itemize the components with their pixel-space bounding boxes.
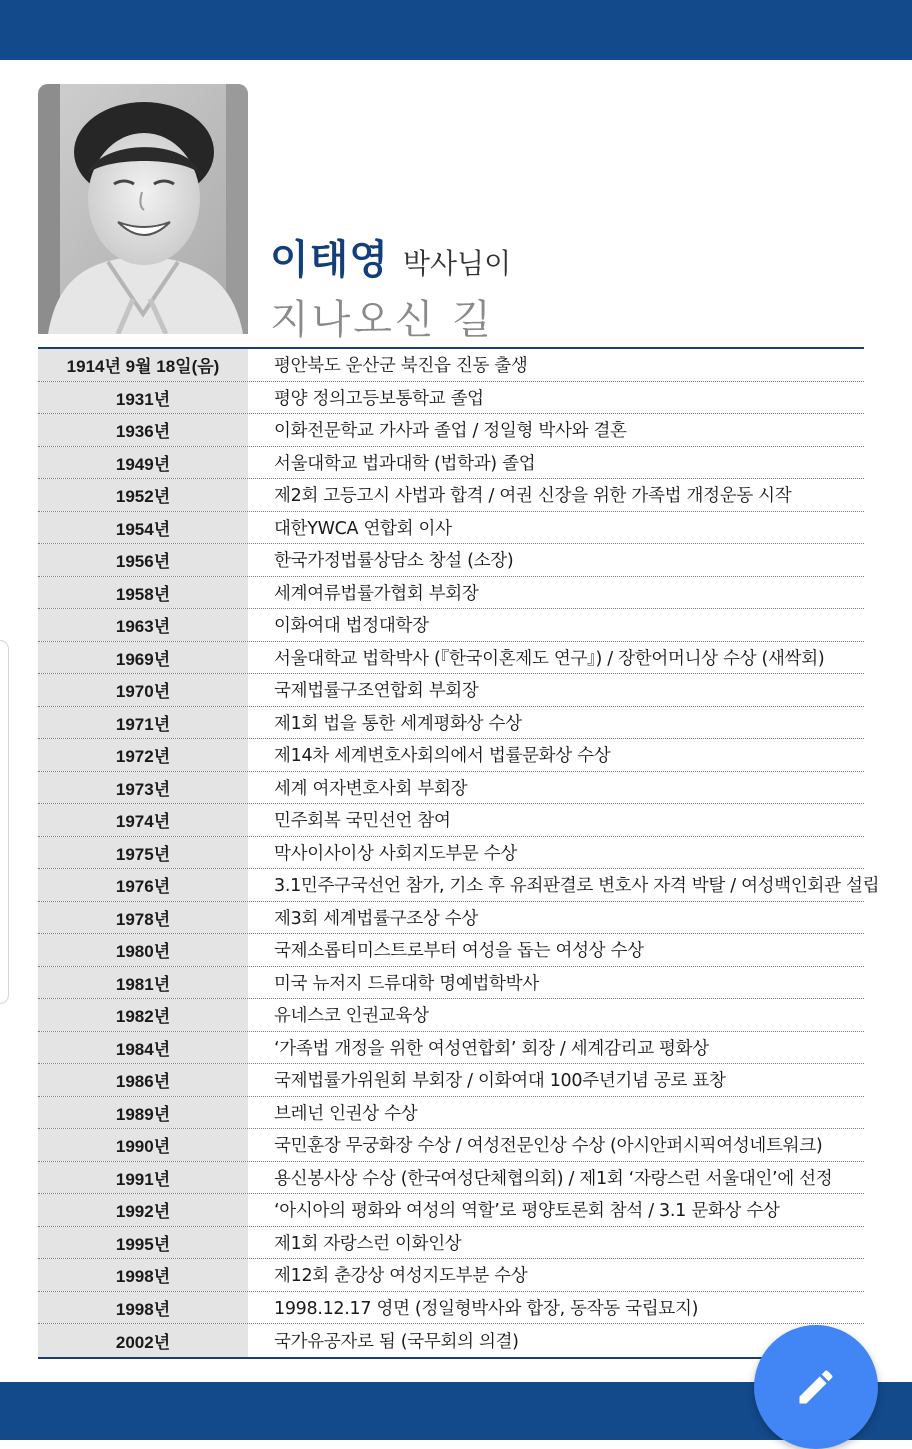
timeline-event: 제2회 고등고시 사법과 합격 / 여권 신장을 위한 가족법 개정운동 시작 xyxy=(274,486,792,507)
timeline-event: 제12회 춘강상 여성지도부분 수상 xyxy=(274,1266,528,1287)
timeline-row xyxy=(38,999,864,1032)
timeline-year: 1963년 xyxy=(38,609,248,641)
timeline-year: 1970년 xyxy=(38,674,248,706)
timeline-event: 한국가정법률상담소 창설 (소장) xyxy=(274,551,514,572)
timeline-year: 1931년 xyxy=(38,382,248,414)
timeline-year: 1984년 xyxy=(38,1032,248,1064)
timeline-event: 서울대학교 법과대학 (법학과) 졸업 xyxy=(274,453,536,474)
timeline-year: 1998년 xyxy=(38,1292,248,1324)
timeline-year: 1990년 xyxy=(38,1129,248,1161)
timeline-row xyxy=(38,739,864,772)
timeline-event: 유네스코 인권교육상 xyxy=(274,1006,429,1027)
timeline-year: 1973년 xyxy=(38,772,248,804)
timeline-year: 1936년 xyxy=(38,414,248,446)
timeline-row xyxy=(38,512,864,545)
timeline-year: 1949년 xyxy=(38,447,248,479)
title-subtitle: 지나오신 길 xyxy=(270,297,494,343)
timeline-row xyxy=(38,837,864,870)
timeline-year: 1991년 xyxy=(38,1162,248,1194)
timeline-row xyxy=(38,804,864,837)
timeline-row xyxy=(38,609,864,642)
timeline-event: 국제소롭티미스트로부터 여성을 돕는 여성상 수상 xyxy=(274,941,644,962)
timeline-row xyxy=(38,414,864,447)
timeline-event: ‘아시아의 평화와 여성의 역할’로 평양토론회 참석 / 3.1 문화상 수상 xyxy=(274,1201,780,1222)
timeline-event: 국가유공자로 됨 (국무회의 의결) xyxy=(274,1331,519,1352)
timeline-row xyxy=(38,544,864,577)
timeline-year: 1986년 xyxy=(38,1064,248,1096)
timeline-row xyxy=(38,1162,864,1195)
timeline-table xyxy=(38,347,880,1359)
timeline-year: 1952년 xyxy=(38,479,248,511)
timeline-row xyxy=(38,1292,864,1325)
timeline-event: 국제법률구조연합회 부회장 xyxy=(274,681,479,702)
timeline-row xyxy=(38,382,864,415)
timeline-year: 1981년 xyxy=(38,967,248,999)
timeline-row xyxy=(38,1097,864,1130)
timeline-row xyxy=(38,772,864,805)
timeline-event: ‘가족법 개정을 위한 여성연합회’ 회장 / 세계감리교 평화상 xyxy=(274,1038,709,1059)
timeline-year: 1982년 xyxy=(38,999,248,1031)
timeline-year: 1958년 xyxy=(38,577,248,609)
timeline-year: 1976년 xyxy=(38,869,248,901)
timeline-year: 1969년 xyxy=(38,642,248,674)
timeline-event: 브레넌 인권상 수상 xyxy=(274,1103,418,1124)
timeline-year: 1914년 9월 18일(음) xyxy=(38,349,248,381)
timeline-year: 1998년 xyxy=(38,1259,248,1291)
timeline-row xyxy=(38,1032,864,1065)
timeline-event: 대한YWCA 연합회 이사 xyxy=(274,518,452,539)
timeline-event: 제3회 세계법률구조상 수상 xyxy=(274,908,479,929)
timeline-event: 제1회 자랑스런 이화인상 xyxy=(274,1233,462,1254)
timeline-row xyxy=(38,577,864,610)
timeline-event: 서울대학교 법학박사 (『한국이혼제도 연구』) / 장한어머니상 수상 (새싹회) xyxy=(274,648,825,669)
timeline-year: 1992년 xyxy=(38,1194,248,1226)
timeline-event: 이화전문학교 가사과 졸업 / 정일형 박사와 결혼 xyxy=(274,421,627,442)
timeline-event: 제14차 세계변호사회의에서 법률문화상 수상 xyxy=(274,746,611,767)
timeline-row xyxy=(38,349,864,382)
timeline-event: 국민훈장 무궁화장 수상 / 여성전문인상 수상 (아시안퍼시픽여성네트워크) xyxy=(274,1136,823,1157)
timeline-row xyxy=(38,967,864,1000)
timeline-year: 1974년 xyxy=(38,804,248,836)
timeline-event: 제1회 법을 통한 세계평화상 수상 xyxy=(274,713,522,734)
timeline-row xyxy=(38,1064,864,1097)
timeline-year: 1995년 xyxy=(38,1227,248,1259)
timeline-year: 1956년 xyxy=(38,544,248,576)
timeline-event: 1998.12.17 영면 (정일형박사와 합장, 동작동 국립묘지) xyxy=(274,1298,699,1319)
timeline-row xyxy=(38,1194,864,1227)
timeline-event: 용신봉사상 수상 (한국여성단체협의회) / 제1회 ‘자랑스런 서울대인’에 선정 xyxy=(274,1168,833,1189)
timeline-row xyxy=(38,642,864,675)
timeline-event: 민주회복 국민선언 참여 xyxy=(274,811,451,832)
timeline-row xyxy=(38,479,864,512)
timeline-year: 1971년 xyxy=(38,707,248,739)
edit-pencil-icon xyxy=(794,1365,838,1409)
timeline-event: 평양 정의고등보통학교 졸업 xyxy=(274,388,484,409)
timeline-row xyxy=(38,447,864,480)
timeline-year: 1978년 xyxy=(38,902,248,934)
timeline-row xyxy=(38,1227,864,1260)
timeline-year: 1975년 xyxy=(38,837,248,869)
edge-panel-handle[interactable] xyxy=(0,640,9,1004)
timeline-event: 이화여대 법정대학장 xyxy=(274,616,429,637)
timeline-event: 막사이사이상 사회지도부문 수상 xyxy=(274,843,517,864)
timeline-year: 2002년 xyxy=(38,1324,248,1357)
portrait-photo xyxy=(38,84,248,334)
title-name: 이태영 xyxy=(270,236,389,283)
timeline-row xyxy=(38,902,864,935)
edit-fab-button[interactable] xyxy=(754,1325,878,1449)
timeline-event: 3.1민주구국선언 참가, 기소 후 유죄판결로 변호사 자격 박탈 / 여성백인회관 설립 xyxy=(274,876,880,897)
timeline-row xyxy=(38,1324,864,1357)
timeline-year: 1989년 xyxy=(38,1097,248,1129)
timeline-year: 1954년 xyxy=(38,512,248,544)
timeline-row xyxy=(38,1259,864,1292)
timeline-event: 국제법률가위원회 부회장 / 이화여대 100주년기념 공로 표창 xyxy=(274,1071,726,1092)
timeline-event: 미국 뉴저지 드류대학 명예법학박사 xyxy=(274,973,539,994)
title-suffix: 박사님이 xyxy=(402,247,512,280)
top-app-bar xyxy=(0,0,912,60)
timeline-row xyxy=(38,674,864,707)
timeline-event: 세계 여자변호사회 부회장 xyxy=(274,778,468,799)
timeline-year: 1980년 xyxy=(38,934,248,966)
timeline-year: 1972년 xyxy=(38,739,248,771)
timeline-row xyxy=(38,869,880,902)
timeline-row xyxy=(38,934,864,967)
timeline-row xyxy=(38,1129,864,1162)
timeline-event: 평안북도 운산군 북진읍 진동 출생 xyxy=(274,356,528,377)
page-title xyxy=(270,228,511,345)
timeline-event: 세계여류법률가협회 부회장 xyxy=(274,583,479,604)
timeline-row xyxy=(38,707,864,740)
